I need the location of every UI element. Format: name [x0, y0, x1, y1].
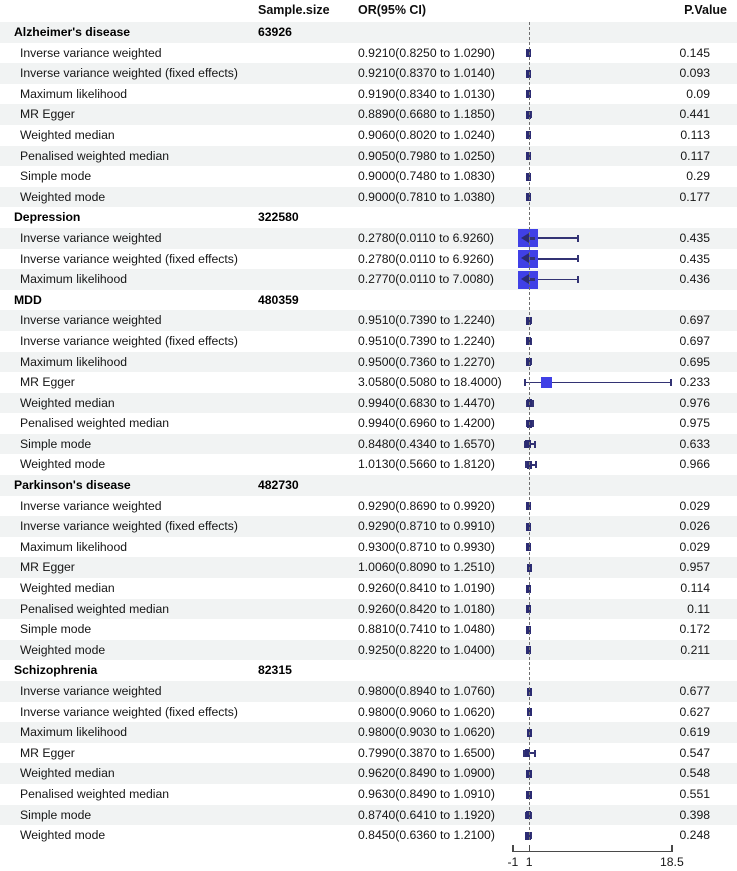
or-ci-value: 0.8810(0.7410 to 1.0480) — [358, 622, 495, 637]
method-label: Weighted mode — [20, 457, 106, 472]
table-row — [0, 372, 737, 393]
method-label: Weighted median — [20, 766, 115, 781]
p-value: 0.976 — [679, 395, 710, 410]
or-ci-value: 0.9800(0.9060 to 1.0620) — [358, 704, 495, 719]
method-label: Inverse variance weighted — [20, 498, 162, 513]
p-value: 0.248 — [679, 828, 710, 843]
method-label: Inverse variance weighted — [20, 313, 162, 328]
method-label: Weighted mode — [20, 189, 106, 204]
p-value: 0.441 — [679, 107, 710, 122]
table-row — [0, 557, 737, 578]
group-name: Schizophrenia — [14, 663, 98, 678]
method-label: Weighted mode — [20, 828, 106, 843]
table-row — [0, 496, 737, 517]
x-axis — [0, 842, 737, 871]
p-value: 0.029 — [679, 498, 710, 513]
or-ci-value: 0.2780(0.0110 to 6.9260) — [358, 251, 494, 266]
or-ci-value: 0.9060(0.8020 to 1.0240) — [358, 127, 495, 142]
p-value: 0.633 — [679, 436, 710, 451]
p-value: 0.548 — [679, 766, 710, 781]
table-row — [0, 63, 737, 84]
or-ci-value: 0.9800(0.8940 to 1.0760) — [358, 684, 495, 698]
method-label: Weighted median — [20, 581, 115, 596]
or-ci-value: 0.8740(0.6410 to 1.1920) — [358, 807, 495, 822]
table-row — [0, 393, 737, 414]
or-ci-value: 0.9510(0.7390 to 1.2240) — [358, 313, 495, 328]
method-label: Simple mode — [20, 622, 92, 637]
method-label: MR Egger — [20, 560, 75, 575]
table-row — [0, 43, 737, 64]
or-ci-value: 0.9940(0.6830 to 1.4470) — [358, 395, 495, 410]
table-row — [0, 269, 737, 290]
table-row — [0, 454, 737, 475]
p-value: 0.029 — [679, 539, 710, 554]
or-ci-value: 0.9300(0.8710 to 0.9930) — [358, 539, 495, 554]
or-ci-value: 0.9210(0.8370 to 1.0140) — [358, 66, 495, 81]
or-ci-value: 0.2780(0.0110 to 6.9260) — [358, 230, 494, 245]
table-row — [0, 578, 737, 599]
table-row — [0, 125, 737, 146]
axis-tick-label: 18.5 — [660, 855, 684, 869]
method-label: Inverse variance weighted (fixed effects) — [20, 333, 238, 348]
p-value: 0.114 — [680, 581, 710, 596]
axis-tick — [671, 845, 672, 852]
or-ci-value: 0.9260(0.8410 to 1.0190) — [358, 581, 495, 596]
table-body — [0, 22, 737, 846]
p-value: 0.551 — [679, 786, 710, 801]
p-value: 0.627 — [679, 704, 710, 719]
method-label: Penalised weighted median — [20, 148, 170, 163]
or-ci-value: 0.9190(0.8340 to 1.0130) — [358, 86, 495, 101]
table-row — [0, 805, 737, 826]
header-sample-size: Sample.size — [258, 3, 330, 17]
or-ci-value: 0.9510(0.7390 to 1.2240) — [358, 333, 495, 348]
or-ci-value: 0.9250(0.8220 to 1.0400) — [358, 642, 495, 657]
group-sample-size: 482730 — [258, 478, 299, 493]
group-name: MDD — [14, 292, 42, 307]
p-value: 0.435 — [679, 230, 710, 245]
method-label: Inverse variance weighted — [20, 45, 162, 60]
or-ci-value: 0.7990(0.3870 to 1.6500) — [358, 745, 495, 760]
table-row — [0, 537, 737, 558]
or-ci-value: 0.9210(0.8250 to 1.0290) — [358, 45, 495, 60]
method-label: Inverse variance weighted — [20, 230, 162, 245]
or-ci-value: 0.9500(0.7360 to 1.2270) — [358, 354, 495, 369]
method-label: Inverse variance weighted (fixed effects) — [20, 519, 238, 534]
table-row — [0, 784, 737, 805]
table-row — [0, 640, 737, 661]
or-ci-value: 3.0580(0.5080 to 18.4000) — [358, 375, 502, 390]
p-value: 0.026 — [679, 519, 710, 534]
p-value: 0.966 — [679, 457, 710, 472]
group-sample-size: 322580 — [258, 210, 299, 225]
group-row — [0, 207, 737, 228]
table-row — [0, 702, 737, 723]
or-ci-value: 0.9630(0.8490 to 1.0910) — [358, 786, 495, 801]
table-row — [0, 434, 737, 455]
p-value: 0.233 — [679, 375, 710, 390]
method-label: Weighted median — [20, 395, 115, 410]
group-row — [0, 660, 737, 681]
p-value: 0.29 — [686, 169, 710, 184]
group-name: Alzheimer's disease — [14, 25, 131, 39]
or-ci-value: 0.9290(0.8690 to 0.9920) — [358, 498, 495, 513]
or-ci-value: 0.9940(0.6960 to 1.4200) — [358, 416, 495, 431]
group-sample-size: 63926 — [258, 25, 292, 39]
table-row — [0, 619, 737, 640]
or-ci-value: 0.9620(0.8490 to 1.0900) — [358, 766, 495, 781]
or-ci-value: 0.8890(0.6680 to 1.1850) — [358, 107, 495, 122]
method-label: Weighted mode — [20, 642, 106, 657]
or-ci-value: 0.9000(0.7810 to 1.0380) — [358, 189, 495, 204]
method-label: Penalised weighted median — [20, 601, 170, 616]
table-row — [0, 84, 737, 105]
method-label: Penalised weighted median — [20, 786, 170, 801]
p-value: 0.619 — [679, 725, 710, 740]
table-row — [0, 187, 737, 208]
group-row — [0, 290, 737, 311]
or-ci-value: 0.8450(0.6360 to 1.2100) — [358, 828, 495, 843]
method-label: Maximum likelihood — [20, 725, 128, 740]
header-p-value: P.Value — [684, 3, 727, 17]
table-row — [0, 743, 737, 764]
table-row — [0, 413, 737, 434]
p-value: 0.436 — [679, 272, 710, 287]
table-header — [0, 0, 737, 22]
method-label: Inverse variance weighted (fixed effects) — [20, 251, 238, 266]
table-row — [0, 104, 737, 125]
p-value: 0.697 — [679, 333, 710, 348]
group-name: Parkinson's disease — [14, 478, 131, 493]
or-ci-value: 0.9260(0.8420 to 1.0180) — [358, 601, 495, 616]
axis-line — [513, 851, 672, 852]
or-ci-value: 0.8480(0.4340 to 1.6570) — [358, 436, 495, 451]
axis-tick — [529, 845, 530, 852]
p-value: 0.145 — [679, 45, 710, 60]
method-label: Inverse variance weighted — [20, 684, 162, 698]
method-label: Weighted median — [20, 127, 115, 142]
table-row — [0, 166, 737, 187]
p-value: 0.172 — [679, 622, 710, 637]
p-value: 0.177 — [679, 189, 710, 204]
group-name: Depression — [14, 210, 81, 225]
group-sample-size: 82315 — [258, 663, 292, 678]
method-label: Simple mode — [20, 807, 92, 822]
method-label: MR Egger — [20, 375, 75, 390]
table-row — [0, 331, 737, 352]
method-label: Maximum likelihood — [20, 354, 128, 369]
or-ci-value: 0.2770(0.0110 to 7.0080) — [358, 272, 494, 287]
table-row — [0, 722, 737, 743]
or-ci-value: 1.0130(0.5660 to 1.8120) — [358, 457, 495, 472]
p-value: 0.695 — [679, 354, 710, 369]
or-ci-value: 1.0060(0.8090 to 1.2510) — [358, 560, 495, 575]
p-value: 0.113 — [680, 127, 710, 142]
p-value: 0.435 — [679, 251, 710, 266]
group-sample-size: 480359 — [258, 292, 299, 307]
table-row — [0, 249, 737, 270]
p-value: 0.117 — [680, 148, 710, 163]
method-label: Penalised weighted median — [20, 416, 170, 431]
p-value: 0.398 — [679, 807, 710, 822]
table-row — [0, 228, 737, 249]
or-ci-value: 0.9290(0.8710 to 0.9910) — [358, 519, 495, 534]
table-row — [0, 310, 737, 331]
method-label: Inverse variance weighted (fixed effects) — [20, 704, 238, 719]
p-value: 0.975 — [679, 416, 710, 431]
or-ci-value: 0.9050(0.7980 to 1.0250) — [358, 148, 495, 163]
method-label: MR Egger — [20, 745, 75, 760]
group-row — [0, 22, 737, 43]
header-or-ci: OR(95% CI) — [358, 3, 427, 17]
p-value: 0.211 — [680, 642, 710, 657]
method-label: Maximum likelihood — [20, 272, 128, 287]
method-label: Inverse variance weighted (fixed effects) — [20, 66, 238, 81]
method-label: Simple mode — [20, 169, 92, 184]
axis-tick — [512, 845, 513, 852]
group-row — [0, 475, 737, 496]
p-value: 0.957 — [679, 560, 710, 575]
table-row — [0, 146, 737, 167]
method-label: Simple mode — [20, 436, 92, 451]
table-row — [0, 681, 737, 702]
table-row — [0, 763, 737, 784]
or-ci-value: 0.9800(0.9030 to 1.0620) — [358, 725, 495, 740]
or-ci-value: 0.9000(0.7480 to 1.0830) — [358, 169, 495, 184]
p-value: 0.547 — [679, 745, 710, 760]
table-row — [0, 516, 737, 537]
axis-tick-label: -1 — [507, 855, 519, 869]
table-row — [0, 352, 737, 373]
method-label: Maximum likelihood — [20, 86, 128, 101]
table-row — [0, 599, 737, 620]
axis-tick-label: 1 — [525, 855, 533, 869]
method-label: MR Egger — [20, 107, 75, 122]
method-label: Maximum likelihood — [20, 539, 128, 554]
p-value: 0.677 — [679, 684, 710, 698]
p-value: 0.093 — [679, 66, 710, 81]
p-value: 0.697 — [679, 313, 710, 328]
p-value: 0.09 — [686, 86, 710, 101]
p-value: 0.11 — [687, 601, 710, 616]
